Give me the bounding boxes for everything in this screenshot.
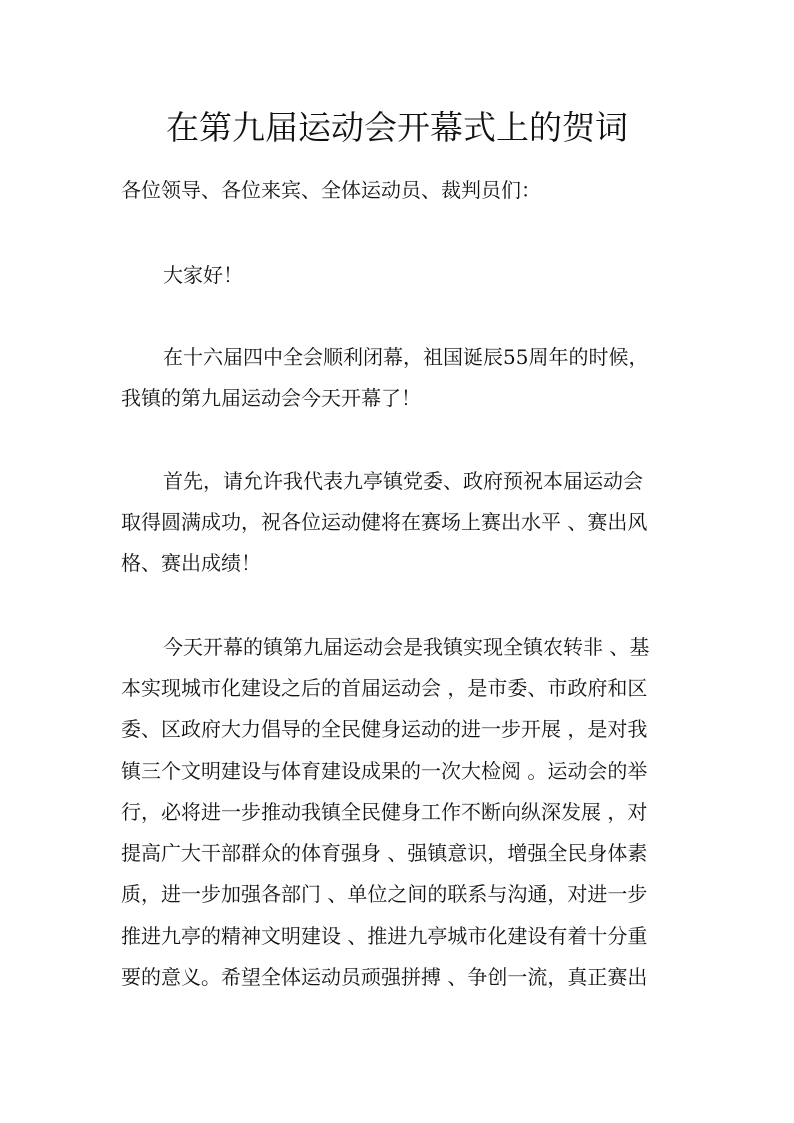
paragraph-3-line-6: 提高广大干部群众的体育强身 、强镇意识，增强全民身体素 — [121, 841, 648, 865]
paragraph-2-line-1: 首先，请允许我代表九亭镇党委、政府预祝本届运动会 — [163, 469, 643, 493]
paragraph-3-line-8: 推进九亭的精神文明建设 、推进九亭城市化建设有着十分重 — [121, 924, 648, 948]
paragraph-3-line-1: 今天开幕的镇第九届运动会是我镇实现全镇农转非 、基 — [163, 635, 650, 659]
paragraph-2-line-3: 格、赛出成绩！ — [121, 551, 261, 575]
paragraph-3-line-7: 质，进一步加强各部门 、单位之间的联系与沟通，对进一步 — [121, 882, 648, 906]
document-title: 在第九届运动会开幕式上的贺词 — [166, 108, 628, 147]
paragraph-3-line-2: 本实现城市化建设之后的首届运动会 ，是市委、市政府和区 — [121, 676, 648, 700]
paragraph-3-line-4: 镇三个文明建设与体育建设成果的一次大检阅 。运动会的举 — [121, 759, 648, 783]
paragraph-2-line-2: 取得圆满成功，祝各位运动健将在赛场上赛出水平 、赛出风 — [121, 510, 648, 534]
paragraph-1-line-2: 我镇的第九届运动会今天开幕了！ — [121, 386, 421, 410]
greeting: 大家好！ — [163, 263, 243, 287]
paragraph-3-line-5: 行，必将进一步推动我镇全民健身工作不断向纵深发展 ，对 — [121, 800, 648, 824]
salutation: 各位领导、各位来宾、全体运动员、裁判员们： — [121, 178, 541, 202]
paragraph-1-line-1: 在十六届四中全会顺利闭幕，祖国诞辰55周年的时候， — [163, 345, 649, 369]
paragraph-3-line-9: 要的意义。希望全体运动员顽强拼搏 、争创一流，真正赛出 — [121, 965, 648, 989]
paragraph-3-line-3: 委、区政府大力倡导的全民健身运动的进一步开展 ，是对我 — [121, 717, 648, 741]
